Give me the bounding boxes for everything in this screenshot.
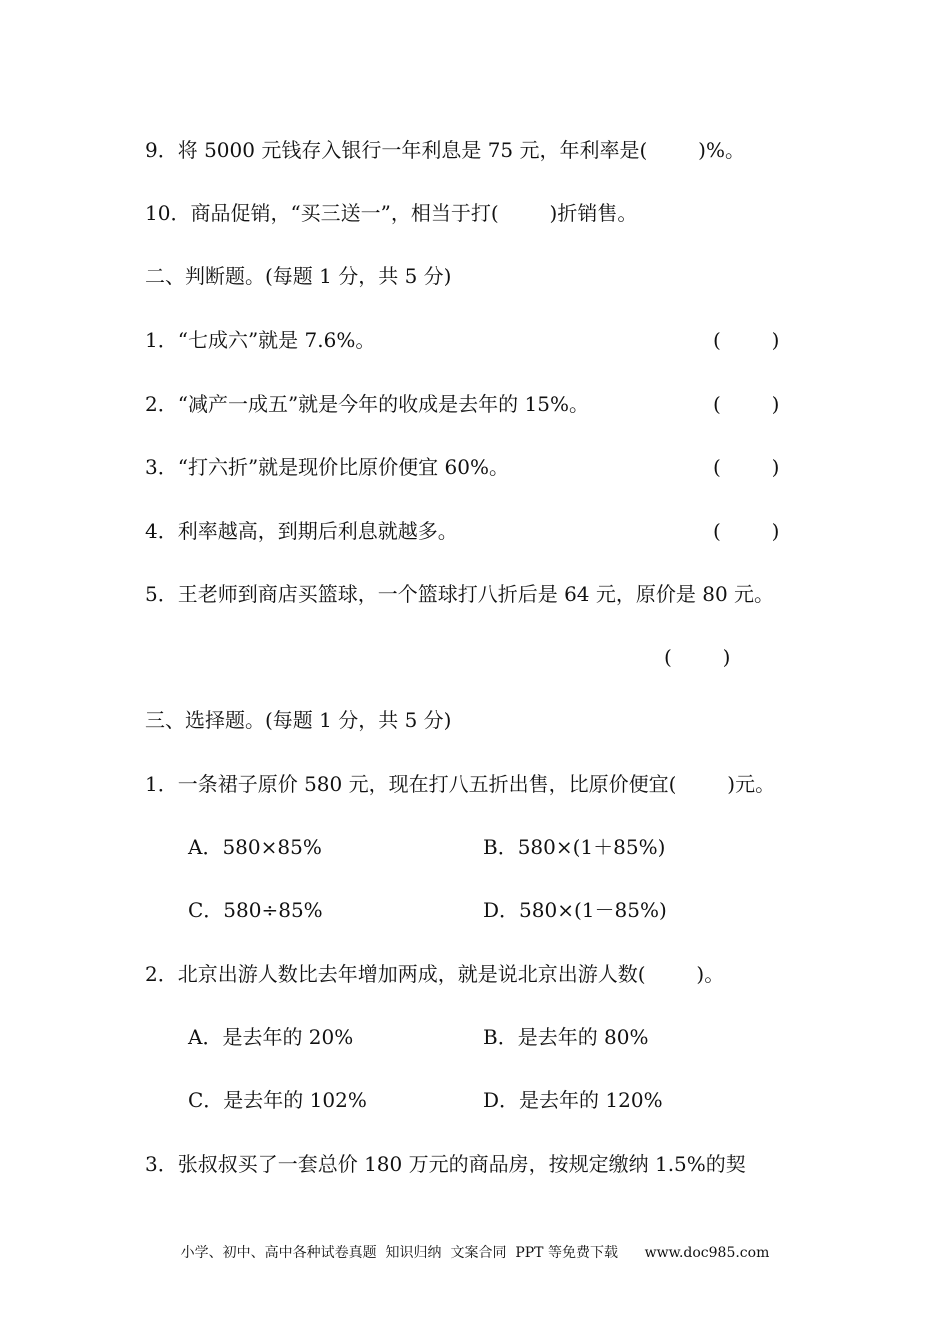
tf-answer-paren-4: ( ) [713, 519, 780, 543]
page-footer: 小学、初中、高中各种试卷真题 知识归纳 文案合同 PPT 等免费下载 www.doc985.com [180, 1245, 770, 1261]
tf-item-3: 3．“打六折”就是现价比原价便宜 60%。 [145, 455, 509, 479]
mc-question-3: 3．张叔叔买了一套总价 180 万元的商品房，按规定缴纳 1.5%的契 [145, 1152, 746, 1176]
mc-question-1: 1．一条裙子原价 580 元，现在打八五折出售，比原价便宜( )元。 [145, 772, 776, 796]
question-9: 9．将 5000 元钱存入银行一年利息是 75 元，年利率是( )%。 [145, 138, 745, 162]
mc-q1-option-b: B．580×(1＋85%) [483, 835, 666, 859]
mc-q2-option-d: D．是去年的 120% [483, 1088, 663, 1112]
mc-q2-option-c: C．是去年的 102% [188, 1088, 367, 1112]
tf-item-2: 2．“减产一成五”就是今年的收成是去年的 15%。 [145, 392, 589, 416]
tf-item-4: 4．利率越高，到期后利息就越多。 [145, 519, 458, 543]
mc-q1-option-d: D．580×(1－85%) [483, 898, 667, 922]
tf-item-1: 1．“七成六”就是 7.6%。 [145, 328, 376, 352]
section-heading-multiple-choice: 三、选择题。(每题 1 分，共 5 分) [145, 708, 452, 732]
mc-q1-option-c: C．580÷85% [188, 898, 323, 922]
tf-answer-paren-5: ( ) [664, 645, 731, 669]
mc-q1-option-a: A．580×85% [188, 835, 322, 859]
tf-answer-paren-3: ( ) [713, 455, 780, 479]
mc-q2-option-b: B．是去年的 80% [483, 1025, 649, 1049]
tf-answer-paren-2: ( ) [713, 392, 780, 416]
mc-q2-option-a: A．是去年的 20% [188, 1025, 354, 1049]
tf-item-5: 5．王老师到商店买篮球，一个篮球打八折后是 64 元，原价是 80 元。 [145, 582, 775, 606]
section-heading-true-false: 二、判断题。(每题 1 分，共 5 分) [145, 264, 452, 288]
mc-question-2: 2．北京出游人数比去年增加两成，就是说北京出游人数( )。 [145, 962, 725, 986]
tf-answer-paren-1: ( ) [713, 328, 780, 352]
question-10: 10．商品促销，“买三送一”，相当于打( )折销售。 [145, 201, 638, 225]
